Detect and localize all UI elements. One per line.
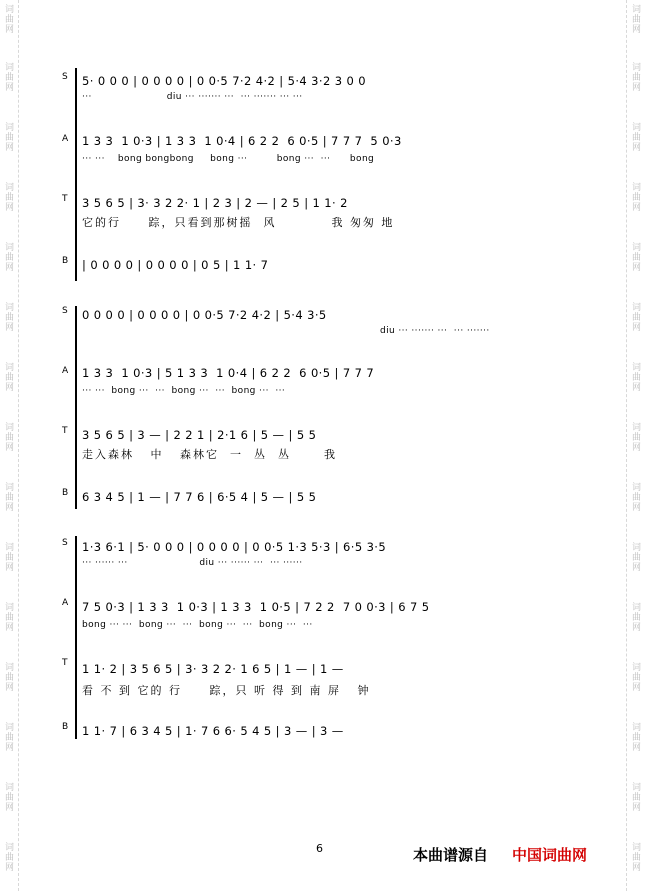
watermark-text: 词曲网	[3, 422, 13, 452]
alto-notes: 1 3 3 1 0·3 | 5 1 3 3 1 0·4 | 6 2 2 6 0·5 | 7 7 7	[82, 366, 375, 380]
source-credit	[413, 844, 587, 865]
voice-label-bass: B	[62, 488, 69, 498]
watermark-text: 词曲网	[3, 662, 13, 692]
voice-label-alto: A	[62, 366, 69, 376]
bass-notes: 1 1· 7 | 6 3 4 5 | 1· 7 6 6· 5 4 5 | 3 — | 3 —	[82, 724, 344, 738]
watermark-text: 词曲网	[630, 302, 640, 332]
system-brace	[75, 536, 80, 739]
watermark-text: 词曲网	[3, 362, 13, 392]
soprano-syllables: ··· diu ··· ······· ··· ··· ······· ··· ···	[82, 92, 303, 102]
alto-syllables: ··· ··· bong bongbong bong ··· bong ··· ··· bong	[82, 154, 375, 164]
score-system-1	[60, 62, 575, 287]
tenor-notes: 1 1· 2 | 3 5 6 5 | 3· 3 2 2· 1 6 5 | 1 — | 1 —	[82, 662, 344, 676]
voice-label-soprano: S	[62, 72, 68, 82]
bass-notes: | 0 0 0 0 | 0 0 0 0 | 0 5 | 1 1· 7	[82, 258, 269, 272]
score-system-3	[60, 530, 575, 745]
alto-notes: 1 3 3 1 0·3 | 1 3 3 1 0·4 | 6 2 2 6 0·5 | 7 7 7 5 0·3	[82, 134, 402, 148]
watermark-text: 词曲网	[630, 122, 640, 152]
voice-label-bass: B	[62, 256, 69, 266]
page-number: 6	[316, 842, 323, 855]
watermark-text: 词曲网	[630, 842, 640, 872]
watermark-text: 词曲网	[630, 482, 640, 512]
tenor-notes: 3 5 6 5 | 3 — | 2 2 1 | 2·1 6 | 5 — | 5 5	[82, 428, 317, 442]
voice-label-alto: A	[62, 134, 69, 144]
soprano-syllables: diu ··· ······· ··· ··· ·······	[380, 326, 490, 336]
watermark-text: 词曲网	[3, 542, 13, 572]
watermark-text: 词曲网	[630, 362, 640, 392]
score-system-2	[60, 300, 575, 515]
watermark-text: 词曲网	[3, 302, 13, 332]
watermark-text: 词曲网	[3, 842, 13, 872]
system-brace	[75, 306, 80, 509]
watermark-text: 词曲网	[630, 722, 640, 752]
source-label: 本曲谱源自	[413, 846, 489, 864]
watermark-text: 词曲网	[630, 242, 640, 272]
voice-label-soprano: S	[62, 306, 68, 316]
voice-label-tenor: T	[62, 658, 68, 668]
tenor-lyrics: 看 不 到 它的 行 踪，只 听 得 到 南 屏 钟	[82, 684, 371, 697]
watermark-text: 词曲网	[3, 122, 13, 152]
soprano-notes: 0 0 0 0 | 0 0 0 0 | 0 0·5 7·2 4·2 | 5·4 3·5	[82, 308, 327, 322]
voice-label-tenor: T	[62, 194, 68, 204]
watermark-text: 词曲网	[630, 62, 640, 92]
soprano-notes: 5· 0 0 0 | 0 0 0 0 | 0 0·5 7·2 4·2 | 5·4 3·2 3 0 0	[82, 74, 366, 88]
soprano-syllables: ··· ······ ··· diu ··· ······ ··· ··· ······	[82, 558, 303, 568]
watermark-text: 词曲网	[3, 62, 13, 92]
watermark-text: 词曲网	[3, 482, 13, 512]
voice-label-soprano: S	[62, 538, 68, 548]
watermark-text: 词曲网	[3, 4, 13, 34]
alto-notes: 7 5 0·3 | 1 3 3 1 0·3 | 1 3 3 1 0·5 | 7 2 2 7 0 0·3 | 6 7 5	[82, 600, 430, 614]
watermark-text: 词曲网	[630, 422, 640, 452]
voice-label-bass: B	[62, 722, 69, 732]
tenor-notes: 3 5 6 5 | 3· 3 2 2· 1 | 2 3 | 2 — | 2 5 | 1 1· 2	[82, 196, 348, 210]
watermark-text: 词曲网	[3, 602, 13, 632]
tenor-lyrics: 它的行 踪，只看到那树摇 风 我 匆匆 地	[82, 216, 395, 229]
site-name-link[interactable]: 中国词曲网	[512, 846, 588, 864]
watermark-text: 词曲网	[3, 182, 13, 212]
alto-syllables: bong ··· ··· bong ··· ··· bong ··· ··· bong ··· ···	[82, 620, 313, 630]
bass-notes: 6 3 4 5 | 1 — | 7 7 6 | 6·5 4 | 5 — | 5 5	[82, 490, 317, 504]
watermark-strip-left	[0, 0, 19, 891]
system-brace	[75, 68, 80, 281]
voice-label-alto: A	[62, 598, 69, 608]
watermark-text: 词曲网	[630, 782, 640, 812]
watermark-text: 词曲网	[630, 182, 640, 212]
soprano-notes: 1·3 6·1 | 5· 0 0 0 | 0 0 0 0 | 0 0·5 1·3 5·3 | 6·5 3·5	[82, 540, 387, 554]
alto-syllables: ··· ··· bong ··· ··· bong ··· ··· bong ··· ···	[82, 386, 286, 396]
watermark-text: 词曲网	[630, 4, 640, 34]
watermark-text: 词曲网	[3, 782, 13, 812]
tenor-lyrics: 走入森林 中 森林它 一 丛 丛 我	[82, 448, 337, 461]
voice-label-tenor: T	[62, 426, 68, 436]
watermark-text: 词曲网	[630, 542, 640, 572]
watermark-text: 词曲网	[3, 722, 13, 752]
watermark-text: 词曲网	[630, 602, 640, 632]
watermark-text: 词曲网	[3, 242, 13, 272]
watermark-text: 词曲网	[630, 662, 640, 692]
watermark-strip-right	[626, 0, 645, 891]
